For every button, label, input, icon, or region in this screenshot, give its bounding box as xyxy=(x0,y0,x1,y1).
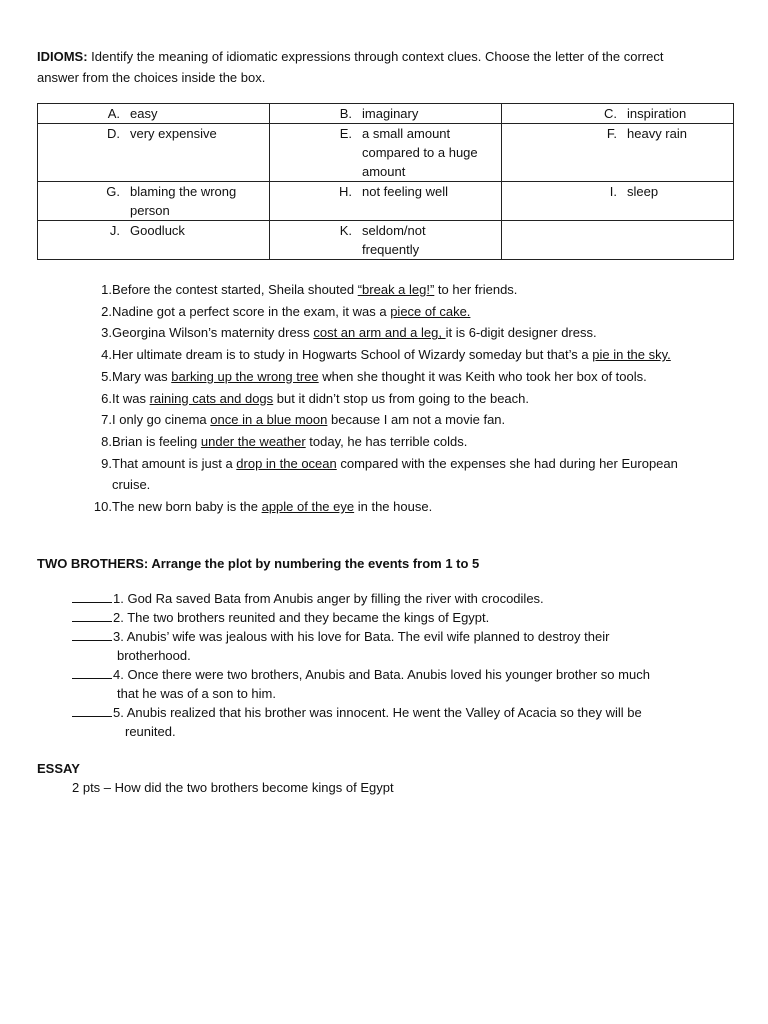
idiom-phrase: barking up the wrong tree xyxy=(171,368,319,384)
choice-k: K. seldom/not frequently xyxy=(339,223,426,257)
choice-j: J. Goodluck xyxy=(109,223,185,238)
choice-h: H. not feeling well xyxy=(339,184,448,199)
choice-a: A. easy xyxy=(107,106,158,121)
choices-row xyxy=(38,221,734,260)
answer-choices-box xyxy=(37,103,734,260)
plot-event: 5. Anubis realized that his brother was innocent. He went the Valley of Acacia so they will be reunited. xyxy=(72,703,712,741)
choice-d: D. very expensive xyxy=(107,126,217,141)
idiom-phrase: once in a blue moon xyxy=(210,412,328,428)
plot-event: 1. God Ra saved Bata from Anubis anger by filling the river with crocodiles. xyxy=(72,589,712,608)
plot-events xyxy=(72,589,712,741)
choice-e: E. a small amount compared to a huge amount xyxy=(339,126,478,179)
choices-row xyxy=(38,182,734,221)
question-item: 8. Brian is feeling under the weather today, he has terrible colds. xyxy=(101,433,468,449)
idiom-phrase: drop in the ocean xyxy=(236,455,337,471)
choice-i: I. sleep xyxy=(609,184,659,199)
question-item: 7. I only go cinema once in a blue moon because I am not a movie fan. xyxy=(101,412,506,428)
idiom-phrase: “break a leg!” xyxy=(357,282,435,297)
choices-row xyxy=(38,124,734,182)
plot-event: 4. Once there were two brothers, Anubis and Bata. Anubis loved his younger brother so much that he was of a son to him. xyxy=(72,665,712,703)
question-item: 1. Before the contest started, Sheila shouted “break a leg!” to her friends. xyxy=(101,282,518,297)
plot-event: 2. The two brothers reunited and they became the kings of Egypt. xyxy=(72,608,712,627)
idiom-phrase: apple of the eye xyxy=(261,499,355,515)
choice-b: B. imaginary xyxy=(339,106,419,121)
two-brothers-heading: TWO BROTHERS: Arrange the plot by numbering the events from 1 to 5 xyxy=(37,556,480,571)
choices-row xyxy=(38,104,734,124)
idiom-phrase: raining cats and dogs xyxy=(149,390,274,406)
choice-c: C. inspiration xyxy=(604,106,687,121)
question-item: 9. That amount is just a drop in the ocean compared with the expenses she had during her European cruise. xyxy=(101,455,678,493)
answer-blank[interactable] xyxy=(72,590,112,603)
essay-prompt: 2 pts – How did the two brothers become kings of Egypt xyxy=(72,780,394,795)
idioms-instructions-text: Identify the meaning of idiomatic expressions through context clues. Choose the letter of the correct answer from the choices inside the box. xyxy=(37,49,664,85)
question-item: 10. The new born baby is the apple of the eye in the house. xyxy=(93,499,433,515)
question-item: 2. Nadine got a perfect score in the exam, it was a piece of cake. xyxy=(101,303,471,319)
answer-blank[interactable] xyxy=(72,628,112,641)
plot-event: 3. Anubis’ wife was jealous with his love for Bata. The evil wife planned to destroy their brotherhood. xyxy=(72,627,712,665)
choice-g: G. blaming the wrong person xyxy=(106,184,237,218)
answer-blank[interactable] xyxy=(72,704,112,717)
idiom-phrase: cost an arm and a leg, xyxy=(313,325,446,341)
question-item: 5. Mary was barking up the wrong tree when she thought it was Keith who took her box of tools. xyxy=(101,368,647,384)
idiom-phrase: under the weather xyxy=(200,433,306,449)
essay-heading: ESSAY xyxy=(37,761,80,776)
idiom-phrase: piece of cake. xyxy=(390,303,471,319)
idiom-phrase: pie in the sky. xyxy=(592,347,671,363)
idioms-instructions xyxy=(37,46,697,88)
idiom-questions xyxy=(84,279,704,518)
idioms-label: IDIOMS: xyxy=(37,49,88,64)
question-item: 4. Her ultimate dream is to study in Hogwarts School of Wizardy someday but that’s a pie in the sky. xyxy=(101,347,671,363)
answer-blank[interactable] xyxy=(72,609,112,622)
choice-f: F. heavy rain xyxy=(606,126,687,141)
answer-blank[interactable] xyxy=(72,666,112,679)
question-item: 3. Georgina Wilson’s maternity dress cost an arm and a leg, it is 6-digit designer dress. xyxy=(101,325,597,341)
question-item: 6. It was raining cats and dogs but it didn’t stop us from going to the beach. xyxy=(101,390,529,406)
